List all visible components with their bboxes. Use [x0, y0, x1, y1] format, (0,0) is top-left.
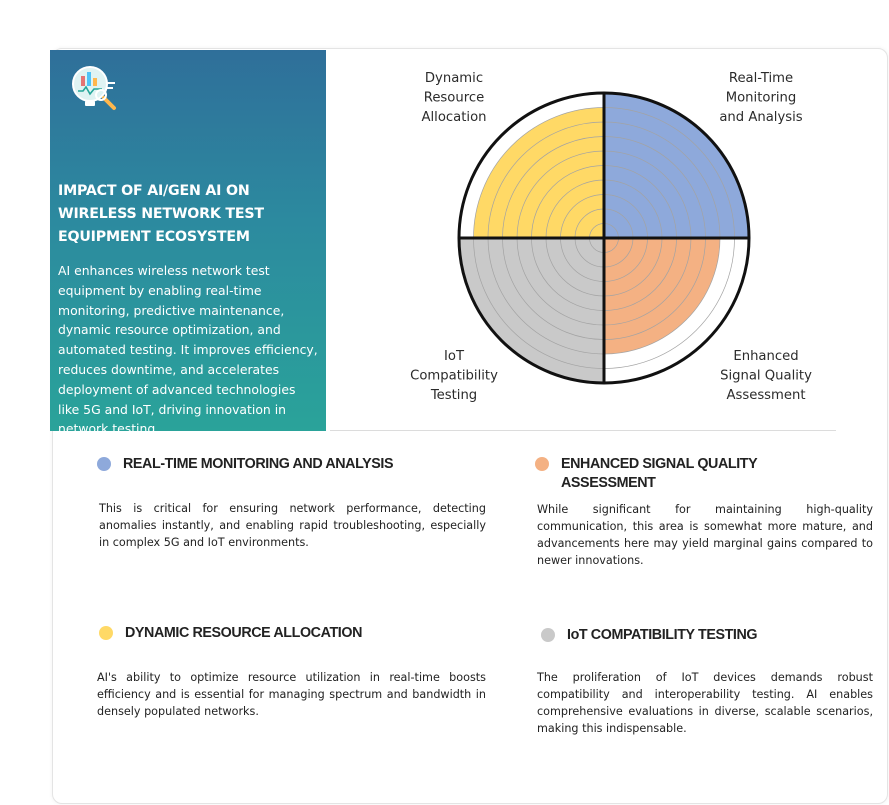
slice-iot-compatibility — [459, 238, 604, 383]
legend-dot-yellow — [99, 626, 113, 640]
feature-description: AI's ability to optimize resource utilization in real-time boosts efficiency and is essential for managing spectrum and bandwidth in densely populated networks. — [97, 671, 486, 718]
legend-dot-blue — [97, 457, 111, 471]
category-label-iot-compatibility: IoT — [443, 349, 465, 364]
hero-title: IMPACT OF AI/GEN AI ON WIRELESS NETWORK TEST EQUIPMENT ECOSYSTEM — [58, 183, 264, 245]
category-label-dynamic-resource: Dynamic — [424, 71, 484, 86]
category-label-iot-compatibility: Compatibility — [410, 368, 498, 384]
feature-title: DYNAMIC RESOURCE ALLOCATION — [125, 625, 363, 641]
legend-dot-grey — [541, 628, 555, 642]
feature-title: ENHANCED SIGNAL QUALITY ASSESSMENT — [561, 456, 758, 491]
category-label-realtime-monitoring: Monitoring — [725, 90, 797, 106]
category-label-signal-quality: Enhanced — [733, 349, 799, 364]
hero-panel — [50, 50, 326, 437]
category-label-realtime-monitoring: and Analysis — [719, 110, 803, 125]
section-divider — [330, 430, 836, 431]
analytics-lightbulb-icon — [68, 62, 120, 114]
category-label-dynamic-resource: Resource — [423, 90, 485, 106]
feature-signal-quality — [535, 455, 761, 493]
hero-description: AI enhances wireless network test equipment by enabling real-time monitoring, predictive maintenance, dynamic resource optimization, and automated testing. It improves efficiency, reduces downtime, and accelerates deployment of advanced technologies like 5G and IoT, driving innovation in network testing. — [58, 263, 318, 437]
feature-dynamic-resource — [99, 624, 362, 643]
slice-dynamic-resource — [474, 108, 605, 239]
feature-description: This is critical for ensuring network performance, detecting anomalies instantly, and enabling rapid troubleshooting, especially in complex 5G and IoT environments. — [99, 502, 486, 549]
category-label-signal-quality: Assessment — [726, 388, 806, 403]
polar-area-chart — [380, 60, 840, 420]
category-label-dynamic-resource: Allocation — [421, 110, 487, 125]
feature-realtime-monitoring — [97, 455, 393, 474]
category-label-iot-compatibility: Testing — [430, 388, 478, 403]
legend-dot-orange — [535, 457, 549, 471]
feature-description: While significant for maintaining high-quality communication, this area is somewhat more mature, and advancements here may yield marginal gains compared to newer innovations. — [537, 503, 873, 567]
feature-iot-compatibility — [541, 626, 757, 645]
category-label-signal-quality: Signal Quality — [720, 368, 812, 384]
feature-title: REAL-TIME MONITORING AND ANALYSIS — [123, 456, 394, 472]
feature-title: IoT COMPATIBILITY TESTING — [567, 627, 758, 643]
feature-description: The proliferation of IoT devices demands robust compatibility and interoperability testing. AI enables comprehensive evaluations in diverse, scalable scenarios, making this indispensable. — [537, 671, 873, 735]
category-label-realtime-monitoring: Real-Time — [728, 71, 794, 86]
